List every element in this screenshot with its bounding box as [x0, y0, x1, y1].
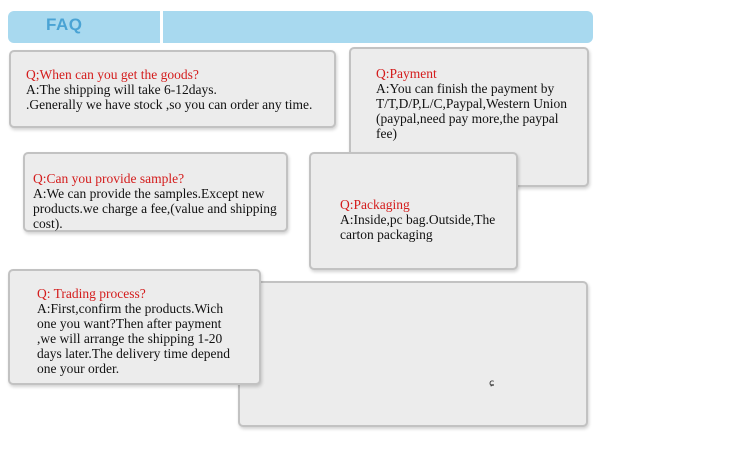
faq-question: Q;When can you get the goods?	[26, 67, 199, 82]
faq-title: FAQ	[46, 15, 83, 34]
faq-question: Q:Can you provide sample?	[33, 171, 185, 186]
faq-item-payment	[376, 66, 586, 141]
faq-item-samples	[33, 171, 286, 231]
faq-answer: A:We can provide the samples.Except new products.we charge a fee,(value and shipping cost).	[33, 186, 277, 231]
faq-header-bar	[8, 11, 160, 43]
faq-question: Q: Trading process?	[37, 286, 146, 301]
faq-header-bar-extension	[163, 11, 593, 43]
faq-answer: A:You can finish the payment by T/T,D/P,L/C,Paypal,Western Union (paypal,need pay more,the paypal fee)	[376, 81, 568, 141]
faq-item-packaging	[340, 197, 515, 242]
faq-answer: A:First,confirm the products.Wich one you want?Then after payment ,we will arrange the shipping 1-20 days later.The delivery time depend one your order.	[37, 301, 231, 376]
faq-item-trading	[37, 286, 259, 376]
faq-question: Q:Payment	[376, 66, 437, 81]
faq-answer: A:Inside,pc bag.Outside,The carton packaging	[340, 212, 496, 242]
faq-card-empty	[238, 281, 588, 427]
stray-mark: ɕ	[489, 378, 495, 389]
faq-item-delivery	[26, 67, 331, 112]
faq-question: Q:Packaging	[340, 197, 410, 212]
faq-answer: A:The shipping will take 6-12days. .Generally we have stock ,so you can order any time.	[26, 82, 313, 112]
